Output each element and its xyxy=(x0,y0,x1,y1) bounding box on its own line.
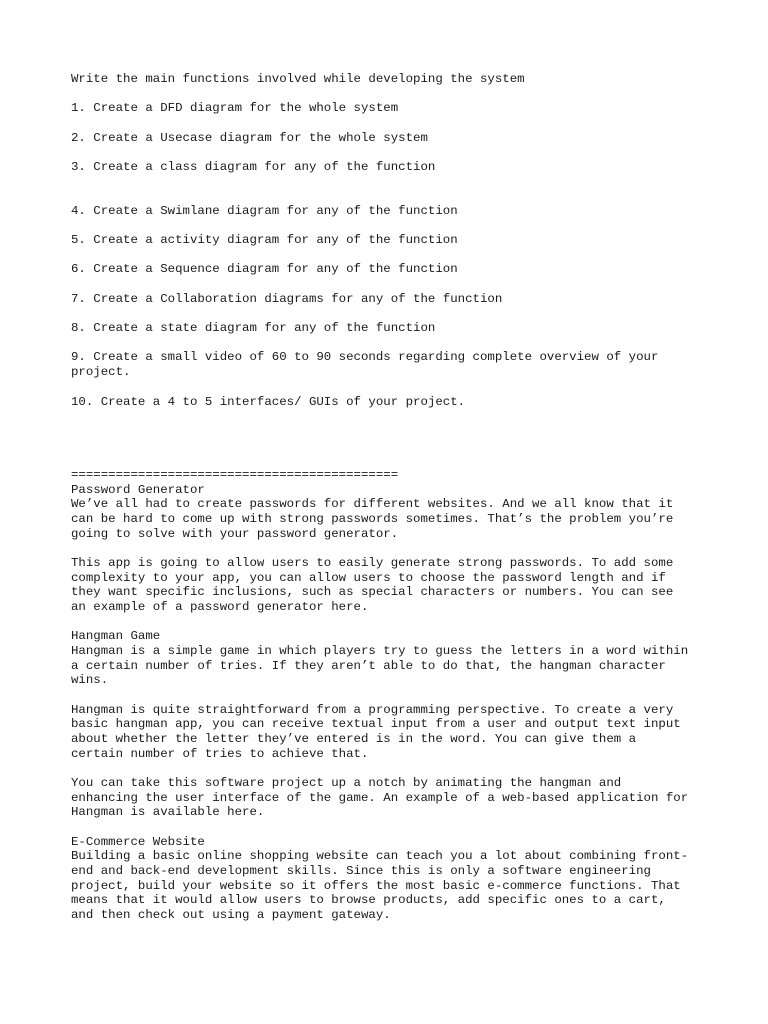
list-item: 7. Create a Collaboration diagrams for any of the function xyxy=(71,292,503,306)
separator-line: ============================================ xyxy=(71,468,399,482)
paragraph-line: certain number of tries to achieve that. xyxy=(71,747,369,761)
list-item: 1. Create a DFD diagram for the whole system xyxy=(71,101,399,115)
intro-heading: Write the main functions involved while developing the system xyxy=(71,72,525,86)
paragraph-line: going to solve with your password generator. xyxy=(71,527,399,541)
section-title-password-generator: Password Generator xyxy=(71,483,205,497)
paragraph-line: enhancing the user interface of the game. An example of a web-based application for xyxy=(71,791,689,805)
paragraph-line: Building a basic online shopping website can teach you a lot about combining front- xyxy=(71,849,689,863)
list-item: 8. Create a state diagram for any of the function xyxy=(71,321,436,335)
paragraph-line: wins. xyxy=(71,673,109,687)
list-item: 10. Create a 4 to 5 interfaces/ GUIs of your project. xyxy=(71,395,466,409)
list-item-continuation: project. xyxy=(71,365,131,379)
paragraph-line: an example of a password generator here. xyxy=(71,600,369,614)
paragraph-line: Hangman is quite straightforward from a programming perspective. To create a very xyxy=(71,703,674,717)
paragraph-line: You can take this software project up a notch by animating the hangman and xyxy=(71,776,622,790)
paragraph-line: This app is going to allow users to easily generate strong passwords. To add some xyxy=(71,556,674,570)
paragraph-line: Hangman is a simple game in which players try to guess the letters in a word within xyxy=(71,644,689,658)
paragraph-line: complexity to your app, you can allow users to choose the password length and if xyxy=(71,571,666,585)
list-item: 6. Create a Sequence diagram for any of the function xyxy=(71,262,458,276)
document-page xyxy=(71,0,711,922)
paragraph-line: about whether the letter they’ve entered is in the word. You can give them a xyxy=(71,732,637,746)
paragraph-line: can be hard to come up with strong passwords sometimes. That’s the problem you’re xyxy=(71,512,674,526)
paragraph-line: they want specific inclusions, such as special characters or numbers. You can see xyxy=(71,585,674,599)
paragraph-line: We’ve all had to create passwords for different websites. And we all know that it xyxy=(71,497,674,511)
list-item: 9. Create a small video of 60 to 90 seconds regarding complete overview of your xyxy=(71,350,659,364)
paragraph-line: and then check out using a payment gateway. xyxy=(71,908,391,922)
list-item: 2. Create a Usecase diagram for the whole system xyxy=(71,131,428,145)
section-title-hangman-game: Hangman Game xyxy=(71,629,161,643)
paragraph-line: Hangman is available here. xyxy=(71,805,265,819)
list-item: 4. Create a Swimlane diagram for any of the function xyxy=(71,204,458,218)
list-item: 3. Create a class diagram for any of the function xyxy=(71,160,436,174)
paragraph-line: basic hangman app, you can receive textual input from a user and output text input xyxy=(71,717,681,731)
section-title-e-commerce-website: E-Commerce Website xyxy=(71,835,205,849)
list-item: 5. Create a activity diagram for any of the function xyxy=(71,233,458,247)
paragraph-line: a certain number of tries. If they aren’t able to do that, the hangman character xyxy=(71,659,666,673)
paragraph-line: means that it would allow users to browse products, add specific ones to a cart, xyxy=(71,893,666,907)
paragraph-line: project, build your website so it offers the most basic e-commerce functions. That xyxy=(71,879,681,893)
paragraph-line: end and back-end development skills. Since this is only a software engineering xyxy=(71,864,651,878)
